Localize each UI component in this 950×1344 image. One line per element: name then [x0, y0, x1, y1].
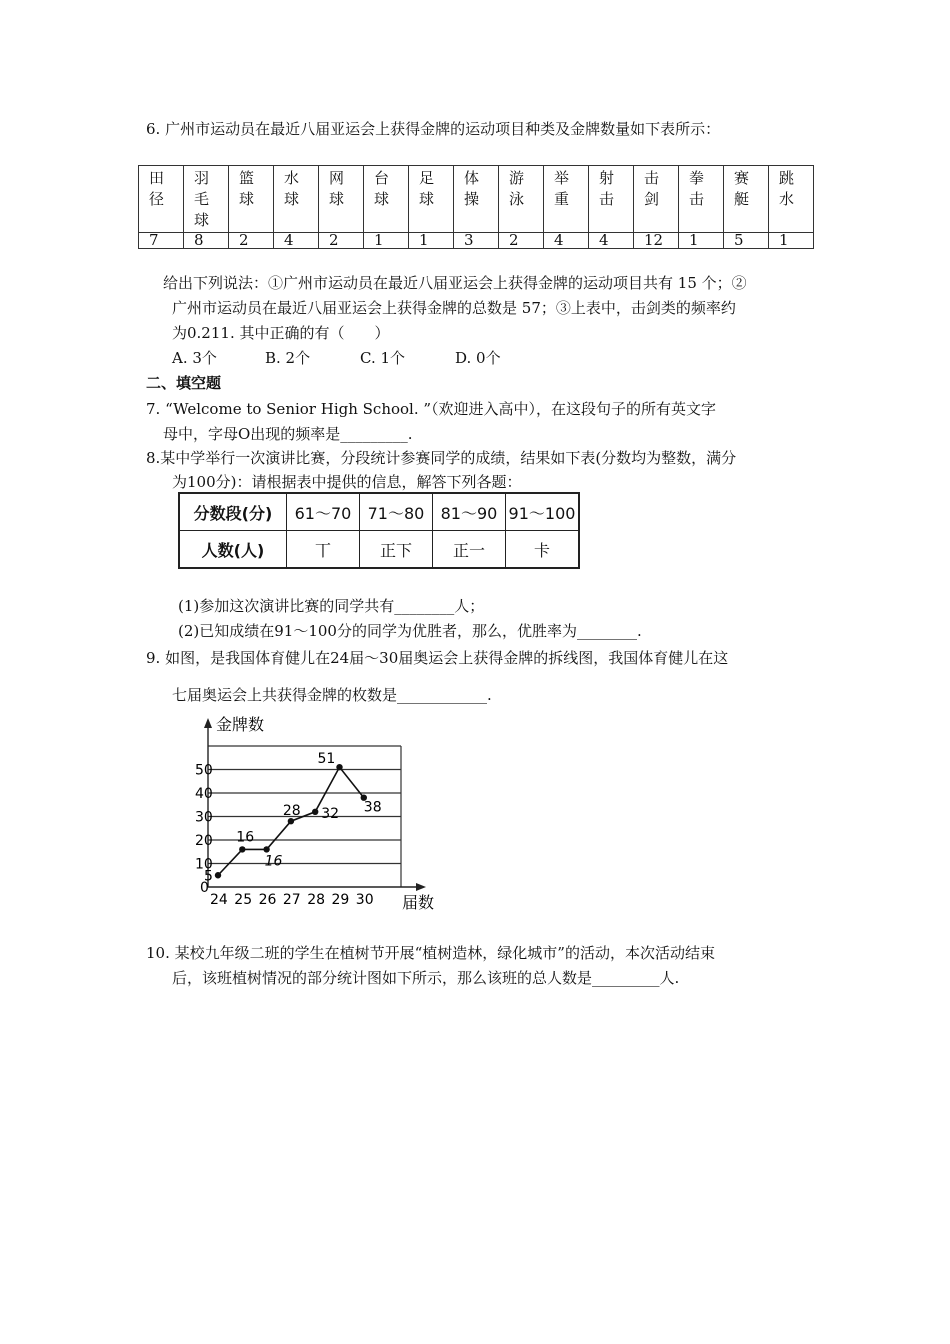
- x-tick-label: 28: [307, 892, 326, 908]
- y-tick-label: 40: [195, 786, 213, 802]
- q6-statements-line2: 广州市运动员在最近八届亚运会上获得金牌的总数是 57；③上表中，击剑类的频率约: [172, 299, 736, 317]
- medal-count-cell: 1: [364, 233, 409, 249]
- q6-statements-line3: 为0.211. 其中正确的有（ ）: [172, 324, 390, 342]
- score-range-cell: 71～80: [360, 493, 433, 531]
- sport-name-cell: 跳 水: [769, 166, 814, 233]
- q8-line1: 8.某中学举行一次演讲比赛，分段统计参赛同学的成绩，结果如下表(分数均为整数，满分: [146, 449, 737, 467]
- data-label: 16: [236, 829, 255, 846]
- data-label: 51: [317, 751, 336, 768]
- sport-name-cell: 足 球: [409, 166, 454, 233]
- x-tick-label: 26: [258, 892, 277, 908]
- q8-sub2: (2)已知成绩在91～100分的同学为优胜者，那么，优胜率为________.: [178, 622, 642, 640]
- sport-name-cell: 台 球: [364, 166, 409, 233]
- y-tick-label: 20: [195, 833, 213, 849]
- medal-count-cell: 2: [499, 233, 544, 249]
- medal-count-cell: 12: [634, 233, 679, 249]
- data-label: 16: [264, 853, 283, 870]
- medal-count-cell: 4: [274, 233, 319, 249]
- sport-name-cell: 田 径: [139, 166, 184, 233]
- medal-count-cell: 1: [679, 233, 724, 249]
- q6-option-c: C. 1个: [360, 349, 406, 367]
- x-tick-label: 30: [355, 892, 374, 908]
- medal-count-cell: 4: [589, 233, 634, 249]
- data-label: 5: [204, 868, 213, 885]
- sport-name-cell: 篮 球: [229, 166, 274, 233]
- y-tick-label: 10: [195, 856, 213, 873]
- x-axis-arrow: [416, 883, 426, 891]
- tally-cell: 正下: [360, 531, 433, 569]
- people-count-header: 人数(人): [179, 531, 287, 569]
- data-point: [263, 846, 269, 852]
- data-label: 38: [363, 799, 382, 816]
- x-tick-label: 25: [234, 892, 253, 908]
- y-tick-label: 30: [195, 809, 213, 826]
- medal-count-cell: 1: [409, 233, 454, 249]
- score-range-header: 分数段(分): [179, 493, 287, 531]
- medal-count-cell: 5: [724, 233, 769, 249]
- medal-count-cell: 8: [184, 233, 229, 249]
- section-fill-in-heading: 二、填空题: [146, 374, 222, 392]
- q7-line1: 7. “Welcome to Senior High School. ”（欢迎进入高中），在这段句子的所有英文字: [146, 400, 717, 418]
- x-tick-label: 29: [331, 892, 350, 908]
- sport-name-cell: 网 球: [319, 166, 364, 233]
- data-label: 32: [321, 805, 340, 822]
- score-table: [178, 492, 580, 569]
- q6-option-b: B. 2个: [265, 349, 311, 367]
- x-tick-label: 24: [210, 892, 228, 908]
- gold-medal-line-chart: [188, 712, 448, 912]
- q10-line1: 10. 某校九年级二班的学生在植树节开展“植树造林，绿化城市”的活动，本次活动结束: [146, 944, 715, 962]
- y-tick-label: 50: [195, 762, 213, 779]
- sport-name-cell: 羽 毛 球: [184, 166, 229, 233]
- data-label: 28: [282, 803, 301, 820]
- q10-line2: 后，该班植树情况的部分统计图如下所示，那么该班的总人数是_________人.: [172, 969, 680, 987]
- q9-line2: 七届奥运会上共获得金牌的枚数是____________.: [172, 686, 492, 704]
- q8-line2: 为100分)：请根据表中提供的信息，解答下列各题：: [172, 473, 522, 491]
- medal-count-cell: 1: [769, 233, 814, 249]
- data-point: [239, 846, 245, 852]
- tally-cell: 正一: [433, 531, 506, 569]
- q8-sub1: (1)参加这次演讲比赛的同学共有________人；: [178, 597, 485, 615]
- q6-statements-line1: 给出下列说法：①广州市运动员在最近八届亚运会上获得金牌的运动项目共有 15 个；②: [163, 274, 747, 292]
- medal-count-cell: 2: [229, 233, 274, 249]
- y-axis-arrow: [204, 718, 212, 728]
- y-axis-title: 金牌数: [216, 715, 265, 734]
- sport-name-cell: 体 操: [454, 166, 499, 233]
- x-axis-title: 届数: [402, 893, 435, 912]
- sport-name-cell: 举 重: [544, 166, 589, 233]
- y-tick-label: 0: [200, 880, 209, 896]
- sport-name-cell: 游 泳: [499, 166, 544, 233]
- sport-name-cell: 击 剑: [634, 166, 679, 233]
- data-point: [215, 872, 221, 878]
- data-point: [336, 764, 342, 770]
- q9-line1: 9. 如图，是我国体育健儿在24届～30届奥运会上获得金牌的拆线图，我国体育健儿在这: [146, 649, 729, 667]
- q7-line2: 母中，字母O出现的频率是_________.: [163, 425, 413, 443]
- sport-name-cell: 射 击: [589, 166, 634, 233]
- sport-name-cell: 水 球: [274, 166, 319, 233]
- sport-name-cell: 拳 击: [679, 166, 724, 233]
- medal-count-cell: 3: [454, 233, 499, 249]
- sports-table: [138, 165, 814, 249]
- x-tick-label: 27: [282, 892, 301, 908]
- score-range-cell: 91～100: [506, 493, 580, 531]
- score-range-cell: 81～90: [433, 493, 506, 531]
- tally-cell: 卡: [506, 531, 580, 569]
- q6-stem: 6. 广州市运动员在最近八届亚运会上获得金牌的运动项目种类及金牌数量如下表所示：: [146, 120, 721, 138]
- sport-name-cell: 赛 艇: [724, 166, 769, 233]
- score-range-cell: 61～70: [287, 493, 360, 531]
- medal-count-cell: 4: [544, 233, 589, 249]
- medal-count-cell: 7: [139, 233, 184, 249]
- q6-option-d: D. 0个: [455, 349, 501, 367]
- q6-option-a: A. 3个: [172, 349, 217, 367]
- medal-count-cell: 2: [319, 233, 364, 249]
- data-point: [312, 809, 318, 815]
- tally-cell: 丅: [287, 531, 360, 569]
